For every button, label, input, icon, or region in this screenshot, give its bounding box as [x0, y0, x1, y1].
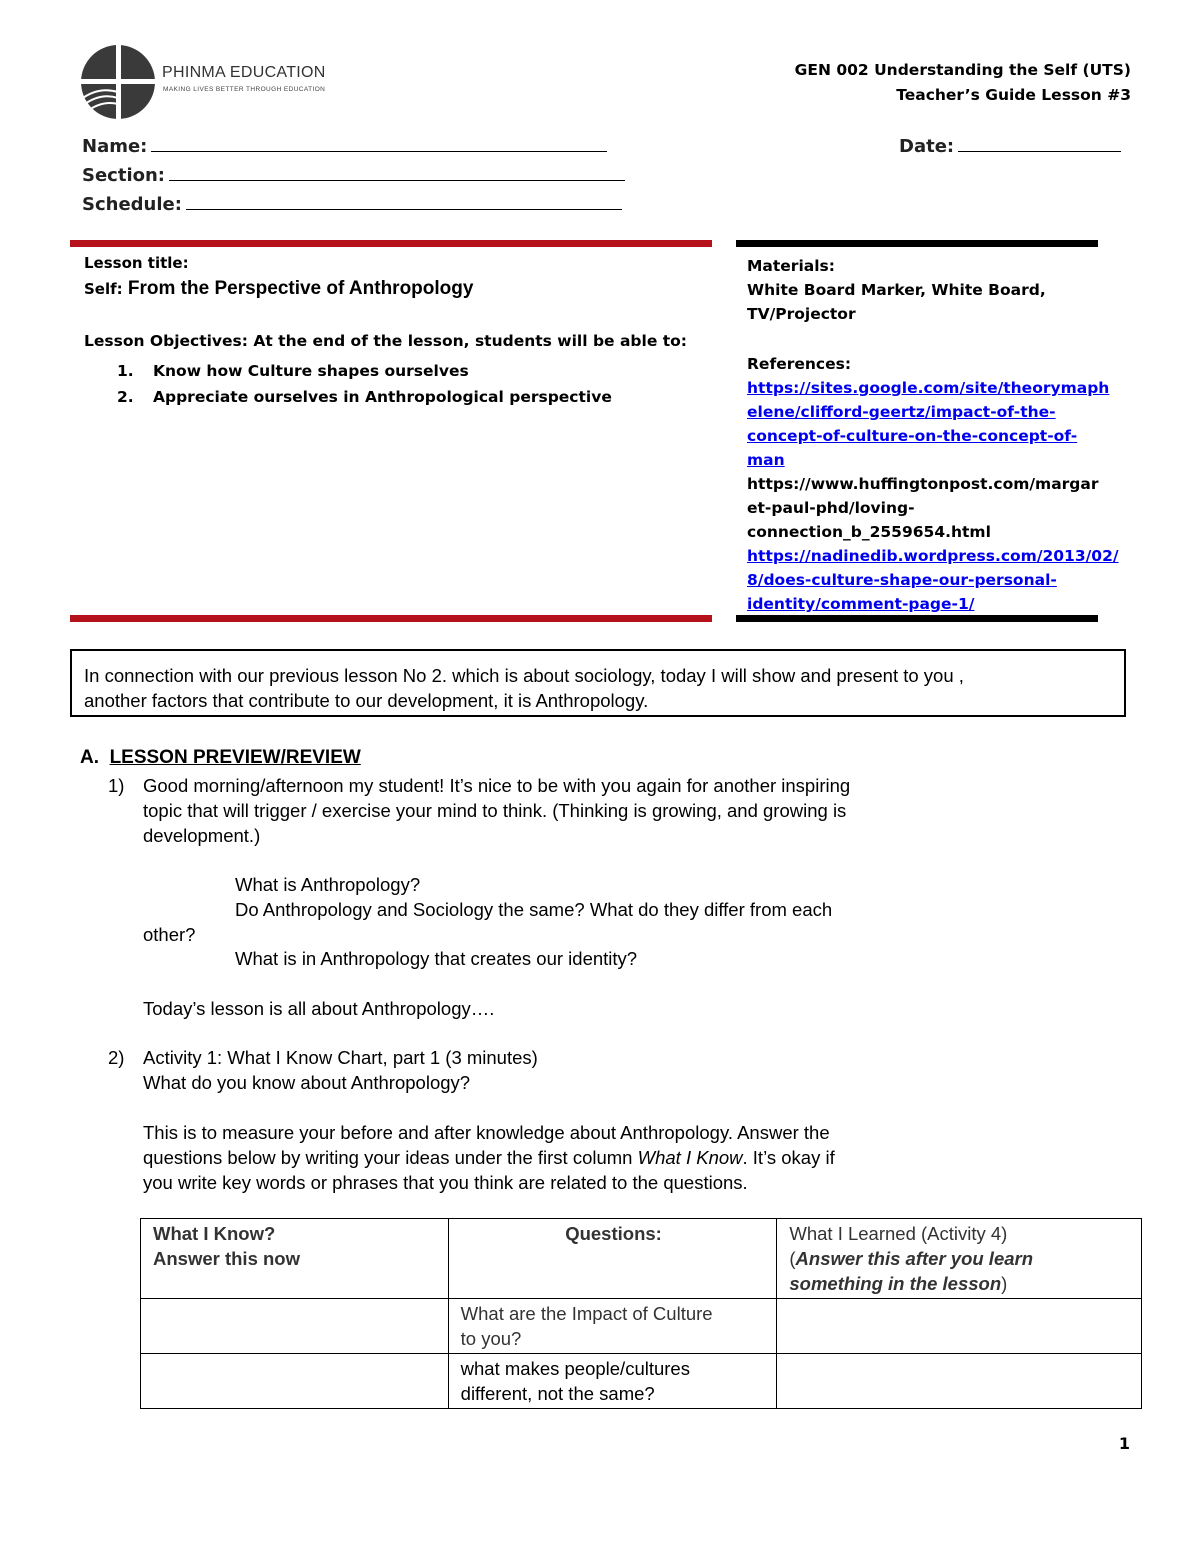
header-what-i-learned: What I Learned (Activity 4) (Answer this after you learn something in the lesson) — [777, 1219, 1142, 1299]
materials-items-2: TV/Projector — [747, 305, 856, 323]
section-label: Section: — [82, 165, 165, 186]
lesson-title-prefix: Self: — [84, 280, 123, 298]
logo-emblem-icon — [78, 42, 168, 122]
schedule-field[interactable] — [82, 191, 622, 215]
lesson-title-text: From the Perspective of Anthropology — [127, 278, 474, 299]
objectives-heading: Lesson Objectives: At the end of the lesson, students will be able to: — [84, 332, 687, 350]
section-a-title: LESSON PREVIEW/REVIEW — [109, 747, 361, 768]
references-label: References: — [747, 355, 852, 373]
question-2: Do Anthropology and Sociology the same? What do they differ from each — [235, 899, 833, 920]
name-label: Name: — [82, 136, 148, 157]
table-row — [141, 1354, 1142, 1409]
question-1: What is Anthropology? — [235, 874, 421, 895]
objective-item: 2. Appreciate ourselves in Anthropological perspective — [117, 388, 612, 406]
phinma-logo — [78, 42, 338, 122]
intro-line-2: another factors that contribute to our development, it is Anthropology. — [84, 690, 649, 711]
course-title: GEN 002 Understanding the Self (UTS) — [794, 61, 1131, 79]
answer-learned-cell[interactable] — [777, 1299, 1142, 1354]
reference-link-3[interactable]: https://nadinedib.wordpress.com/2013/02/ 8/does-culture-shape-our-personal- identity/comment-page-1/ — [747, 547, 1119, 613]
question-cell: What are the Impact of Culture to you? — [448, 1299, 777, 1354]
materials-label: Materials: — [747, 257, 835, 275]
header-course-info — [795, 58, 1131, 108]
reference-link-1[interactable]: https://sites.google.com/site/theorymaph elene/clifford-geertz/impact-of-the- concept-of-culture-on-the-concept-of- man — [747, 379, 1110, 469]
objective-item: 1. Know how Culture shapes ourselves — [117, 362, 469, 380]
name-field[interactable] — [82, 133, 607, 157]
section-line[interactable] — [169, 162, 625, 181]
answer-learned-cell[interactable] — [777, 1354, 1142, 1409]
date-field[interactable] — [899, 133, 1121, 157]
what-i-know-chart — [140, 1218, 1142, 1409]
schedule-line[interactable] — [186, 191, 622, 210]
reference-text-2: https://www.huffingtonpost.com/margar et-paul-phd/loving- connection_b_2559654.html — [747, 475, 1099, 541]
intro-line-1: In connection with our previous lesson No 2. which is about sociology, today I will show and present to you , — [84, 665, 964, 686]
date-line[interactable] — [958, 133, 1121, 152]
section-a-letter: A. — [80, 747, 99, 768]
top-red-divider — [70, 240, 712, 247]
name-line[interactable] — [151, 133, 607, 152]
header-questions: Questions: — [448, 1219, 777, 1299]
table-row — [141, 1299, 1142, 1354]
logo-tagline: MAKING LIVES BETTER THROUGH EDUCATION — [163, 86, 326, 93]
bottom-red-divider — [70, 615, 712, 622]
section-field[interactable] — [82, 162, 625, 186]
item-2-text: Activity 1: What I Know Chart, part 1 (3 minutes) What do you know about Anthropology? This is to measure your before and after knowledge about Anthropology. Answer the questions below by writing your ideas under the first column What I Know. It’s okay if you write key words or phrases that you think are related to the questions. — [143, 1047, 835, 1193]
date-label: Date: — [899, 136, 955, 157]
answer-know-cell[interactable] — [141, 1299, 449, 1354]
question-cell: what makes people/cultures different, not the same? — [448, 1354, 777, 1409]
intro-box — [70, 649, 1126, 717]
item-1-number: 1) — [108, 775, 125, 796]
objectives-list — [84, 358, 612, 410]
logo-name: PHINMA EDUCATION — [162, 64, 326, 81]
header-what-i-know: What I Know? Answer this now — [141, 1219, 449, 1299]
question-3: What is in Anthropology that creates our identity? — [235, 948, 638, 969]
today-lesson: Today’s lesson is all about Anthropology…. — [143, 998, 495, 1019]
question-2-cont: other? — [143, 924, 196, 945]
schedule-label: Schedule: — [82, 194, 182, 215]
section-a-heading — [80, 747, 361, 769]
materials-panel — [747, 254, 1119, 616]
lesson-title — [84, 278, 473, 300]
table-header-row — [141, 1219, 1142, 1299]
lesson-title-label: Lesson title: — [84, 254, 189, 272]
item-1-text: Good morning/afternoon my student! It’s nice to be with you again for another inspiring topic that will trigger / exercise your mind to think. (Thinking is growing, and growing is development.) — [143, 775, 851, 846]
guide-title: Teacher’s Guide Lesson #3 — [896, 86, 1131, 104]
answer-know-cell[interactable] — [141, 1354, 449, 1409]
item-2-number: 2) — [108, 1047, 125, 1068]
materials-items-1: White Board Marker, White Board, — [747, 281, 1046, 299]
top-black-divider — [736, 240, 1098, 247]
page-number: 1 — [1118, 1434, 1130, 1453]
bottom-black-divider — [736, 615, 1098, 622]
